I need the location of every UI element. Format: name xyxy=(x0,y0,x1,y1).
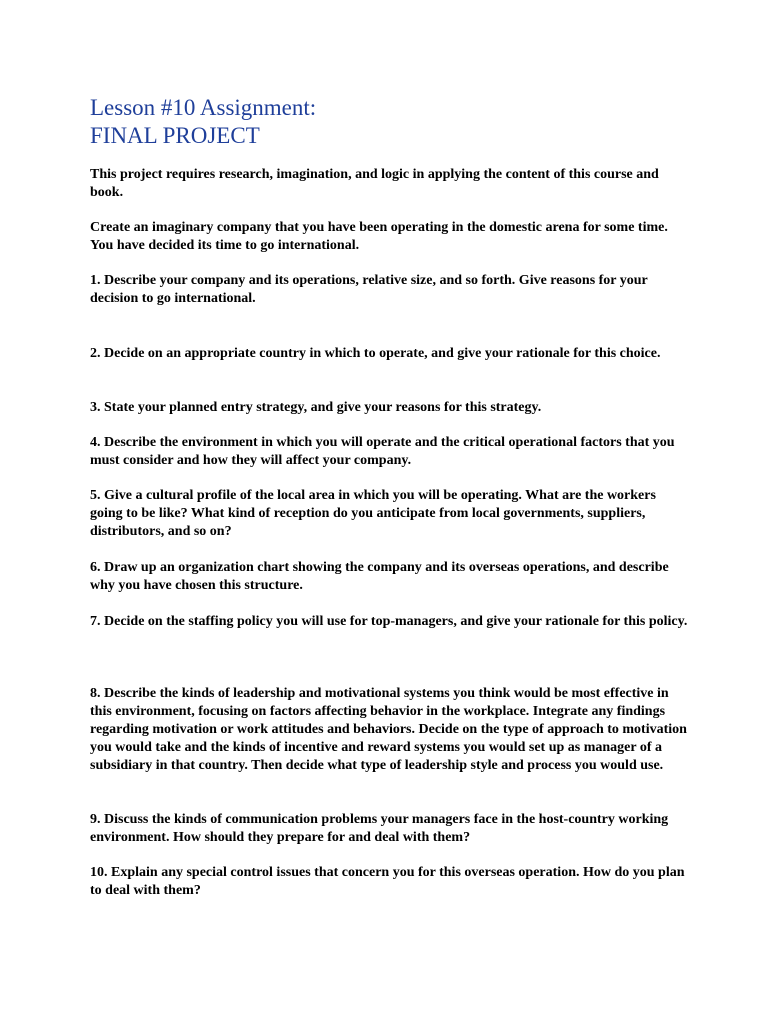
intro-paragraph: This project requires research, imagination, and logic in applying the content of this course and book. xyxy=(90,167,659,200)
item-5: 5. Give a cultural profile of the local area in which you will be operating. What are the workers going to be like? What kind of reception do you anticipate from local governments, suppliers, distributors, and so on? xyxy=(90,488,656,539)
item-8: 8. Describe the kinds of leadership and motivational systems you think would be most effective in this environment, focusing on factors affecting behavior in the workplace. Integrate any findings regarding motivation or work attitudes and behaviors. Decide on the type of approach to motivation you would take and the kinds of incentive and reward systems you would set up as manager of a subsidiary in that country. Then decide what type of leadership style and process you would use. xyxy=(90,686,687,773)
item-2: 2. Decide on an appropriate country in which to operate, and give your rationale for this choice. xyxy=(90,346,661,361)
title-line-1: Lesson #10 Assignment: xyxy=(90,95,317,120)
item-4: 4. Describe the environment in which you will operate and the critical operational factors that you must consider and how they will affect your company. xyxy=(90,435,675,468)
item-10: 10. Explain any special control issues that concern you for this overseas operation. How do you plan to deal with them? xyxy=(90,865,685,898)
item-6: 6. Draw up an organization chart showing the company and its overseas operations, and describe why you have chosen this structure. xyxy=(90,560,669,593)
item-1: 1. Describe your company and its operations, relative size, and so forth. Give reasons for your decision to go international. xyxy=(90,273,648,306)
title-line-2: FINAL PROJECT xyxy=(90,123,260,148)
setup-paragraph: Create an imaginary company that you have been operating in the domestic arena for some time. You have decided its time to go international. xyxy=(90,220,668,253)
item-7: 7. Decide on the staffing policy you will use for top-managers, and give your rationale for this policy. xyxy=(90,614,688,629)
document-title xyxy=(90,94,690,150)
item-3: 3. State your planned entry strategy, and give your reasons for this strategy. xyxy=(90,400,542,415)
item-9: 9. Discuss the kinds of communication problems your managers face in the host-country working environment. How should they prepare for and deal with them? xyxy=(90,812,669,845)
